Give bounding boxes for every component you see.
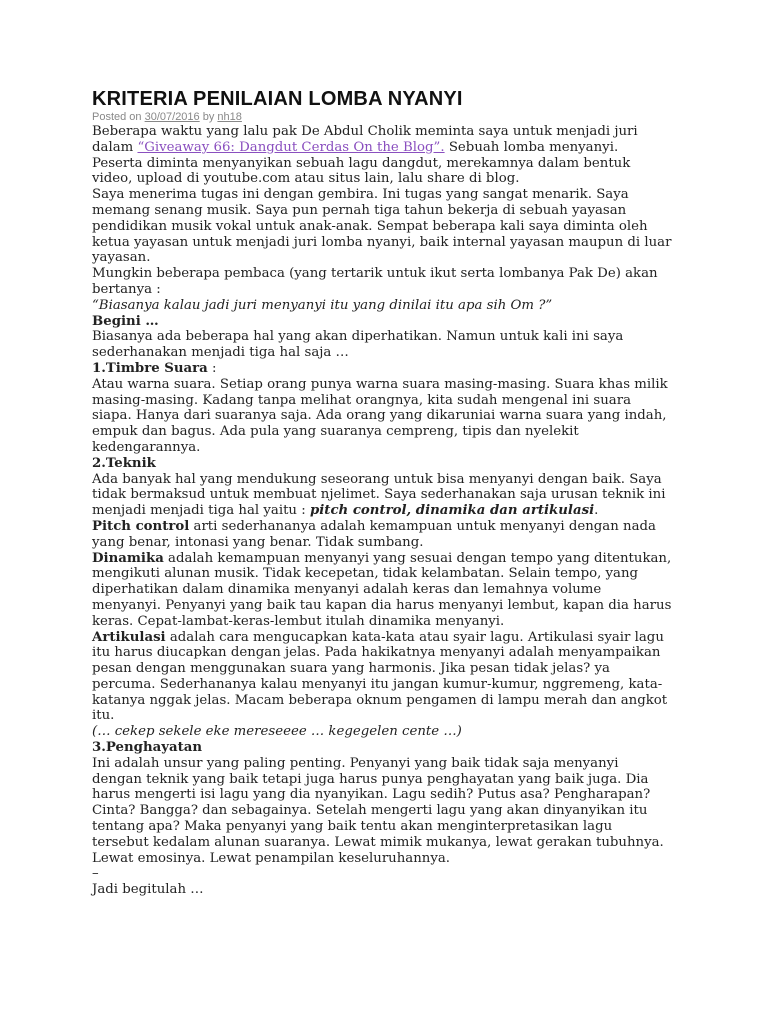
paragraph: Biasanya ada beberapa hal yang akan diperhatikan. Namun untuk kali ini saya sederhanakan menjadi tiga hal saja … bbox=[92, 329, 624, 361]
italic-note: (… cekep sekele eke mereseeee … kegegelen cente …) bbox=[92, 724, 462, 740]
post-body bbox=[92, 124, 672, 898]
post-meta bbox=[92, 111, 672, 124]
paragraph bbox=[92, 630, 672, 725]
term-artikulasi: Artikulasi bbox=[92, 629, 166, 645]
term-dinamika: Dinamika bbox=[92, 550, 164, 566]
paragraph-text: . bbox=[594, 503, 599, 519]
closing-line: Jadi begitulah … bbox=[92, 882, 204, 898]
author-link[interactable]: nh18 bbox=[217, 111, 242, 123]
giveaway-link[interactable]: “Giveaway 66: Dangdut Cerdas On the Blog”. bbox=[137, 139, 445, 155]
section-heading-penghayatan: 3.Penghayatan bbox=[92, 740, 202, 756]
teknik-terms: pitch control, dinamika dan artikulasi bbox=[309, 503, 595, 519]
paragraph bbox=[92, 551, 672, 630]
paragraph: Mungkin beberapa pembaca (yang tertarik untuk ikut serta lombanya Pak De) akan bertanya : bbox=[92, 266, 658, 297]
paragraph: Saya menerima tugas ini dengan gembira. Ini tugas yang sangat menarik. Saya memang senang musik. Saya pun pernah tiga tahun bekerja di sebuah yayasan pendidikan musik vokal untuk anak-anak. Sempat beberapa kali saya diminta oleh ketua yayasan untuk menjadi juri lomba nyanyi, baik internal yayasan maupun di luar yayasan. bbox=[92, 187, 672, 266]
paragraph: Ini adalah unsur yang paling penting. Penyanyi yang baik tidak saja menyanyi dengan teknik yang baik tetapi juga harus punya penghayatan yang baik juga. Dia harus mengerti isi lagu yang dia nyanyikan. Lagu sedih? Putus asa? Pengharapan? Cinta? Bangga? dan sebagainya. Setelah mengerti lagu yang akan dinyanyikan itu tentang apa? Maka penyanyi yang baik tentu akan menginterpretasikan lagu tersebut kedalam alunan suaranya. Lewat mimik mukanya, lewat gerakan tubuhnya. Lewat emosinya. Lewat penampilan keseluruhannya. bbox=[92, 755, 664, 866]
paragraph bbox=[92, 124, 672, 187]
section-heading-label: 1.Timbre Suara bbox=[92, 360, 208, 376]
paragraph bbox=[92, 472, 672, 519]
paragraph: Atau warna suara. Setiap orang punya warna suara masing-masing. Suara khas milik masing-masing. Kadang tanpa melihat orangnya, kita sudah mengenal ini suara siapa. Hanya dari suaranya saja. Ada orang yang dikaruniai warna suara yang indah, empuk dan bagus. Ada pula yang suaranya cempreng, tipis dan nyelekit kedengarannya. bbox=[92, 376, 668, 455]
dash-separator: – bbox=[92, 866, 99, 882]
begini-heading: Begini … bbox=[92, 313, 159, 329]
paragraph-text: adalah kemampuan menyanyi yang sesuai dengan tempo yang ditentukan, mengikuti alunan musik. Tidak kecepetan, tidak kelambatan. Selain tempo, yang diperhatikan dalam dinamika menyanyi adalah keras dan lemahnya volume menyanyi. Penyanyi yang baik tau kapan dia harus menyanyi lembut, kapan dia harus keras. Cepat-lambat-keras-lembut itulah dinamika menyanyi. bbox=[92, 550, 672, 629]
post-title: KRITERIA PENILAIAN LOMBA NYANYI bbox=[92, 88, 463, 110]
quote: “Biasanya kalau jadi juri menyanyi itu yang dinilai itu apa sih Om ?” bbox=[92, 297, 553, 313]
posted-on-label: Posted on bbox=[92, 111, 142, 123]
by-label: by bbox=[202, 111, 215, 123]
paragraph-text: Beberapa waktu yang lalu pak De Abdul Cholik meminta saya untuk menjadi juri dalam bbox=[92, 124, 638, 155]
paragraph-text: adalah cara mengucapkan kata-kata atau syair lagu. Artikulasi syair lagu itu harus diucapkan dengan jelas. Pada hakikatnya menyanyi adalah menyampaikan pesan dengan menggunakan suara yang harmonis. Jika pesan tidak jelas? ya percuma. Sederhananya kalau menyanyi itu jangan kumur-kumur, nggremeng, kata-katanya nggak jelas. Macam beberapa oknum pengamen di lampu merah dan angkot itu. bbox=[92, 629, 668, 724]
post-date-link[interactable]: 30/07/2016 bbox=[144, 111, 200, 123]
blog-post bbox=[92, 88, 672, 898]
paragraph bbox=[92, 519, 672, 551]
term-pitch-control: Pitch control bbox=[92, 518, 190, 534]
section-heading-timbre bbox=[92, 361, 672, 377]
section-heading-teknik: 2.Teknik bbox=[92, 455, 156, 471]
paragraph-text: Ada banyak hal yang mendukung seseorang untuk bisa menyanyi dengan baik. Saya tidak bermaksud untuk membuat njelimet. Saya sederhanakan saja urusan teknik ini menjadi menjadi tiga hal yaitu : bbox=[92, 471, 666, 519]
section-heading-suffix: : bbox=[207, 360, 217, 376]
paragraph-text: Sebuah lomba menyanyi. Peserta diminta menyanyikan sebuah lagu dangdut, merekamnya dalam bentuk video, upload di youtube.com atau situs lain, lalu share di blog. bbox=[92, 139, 631, 187]
paragraph-text: arti sederhananya adalah kemampuan untuk menyanyi dengan nada yang benar, intonasi yang benar. Tidak sumbang. bbox=[92, 518, 656, 550]
